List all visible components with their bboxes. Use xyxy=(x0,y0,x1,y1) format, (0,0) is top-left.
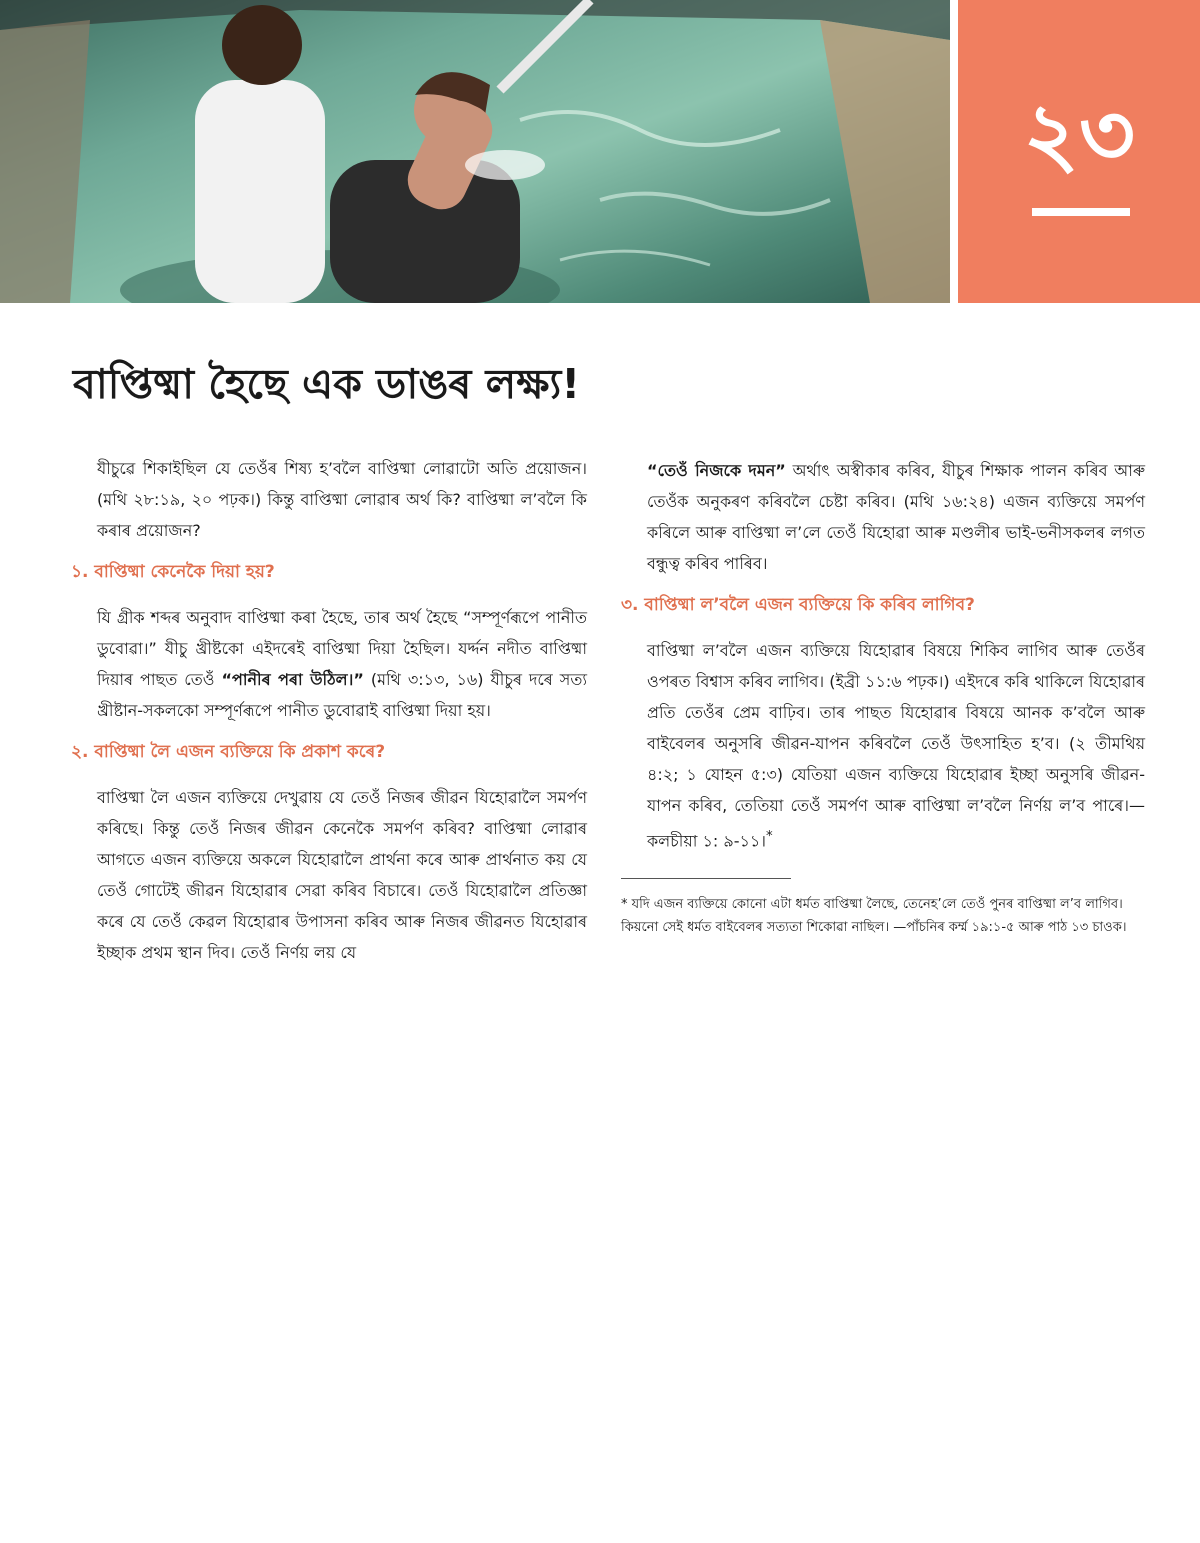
question-2: ২. বাপ্তিষ্মা লৈ এজন ব্যক্তিয়ে কি প্ৰকাশ কৰে? xyxy=(71,742,386,762)
answer-1-bold: “পানীৰ পৰা উঠিল।” xyxy=(221,670,364,689)
chapter-badge xyxy=(958,0,1200,303)
footnote: * যদি এজন ব্যক্তিয়ে কোনো এটা ধৰ্মত বাপ্তিষ্মা লৈছে, তেনেহ’লে তেওঁ পুনৰ বাপ্তিষ্মা ল’ব লাগিব। কিয়নো সেই ধৰ্মত বাইবেলৰ সত্যতা শিকোৱা নাছিল। —পাঁচনিৰ কৰ্ম্ম ১৯:১-৫ আৰু পাঠ ১৩ চাওক। xyxy=(621,897,1127,936)
lesson-title: বাপ্তিষ্মা হৈছে এক ডাঙৰ লক্ষ্য! xyxy=(73,360,581,408)
baptism-illustration xyxy=(0,0,950,303)
answer-1-text-b: (মথি ৩:১৩, ১৬) যীচুৰ দৰে সত্য খ্ৰীষ্টান-সকলকো সম্পূৰ্ণৰূপে পানীত ডুবোৱাই বাপ্তিষ্মা দিয়া হয়। xyxy=(97,670,587,720)
footnote-divider xyxy=(621,878,791,879)
chapter-number: ২৩ xyxy=(1023,85,1135,185)
right-column xyxy=(621,455,1145,939)
footnote-marker[interactable]: * xyxy=(765,829,773,844)
answer-2: বাপ্তিষ্মা লৈ এজন ব্যক্তিয়ে দেখুৱায় যে তেওঁ নিজৰ জীৱন যিহোৱালৈ সমৰ্পণ কৰিছে। কিন্তু তেওঁ নিজৰ জীৱন কেনেকৈ সমৰ্পণ কৰিব? বাপ্তিষ্মা লোৱাৰ আগতে এজন ব্যক্তিয়ে অকলে যিহোৱালৈ প্ৰাৰ্থনা কৰে আৰু প্ৰাৰ্থনাত কয় যে তেওঁ গোটেই জীৱন যিহোৱাৰ সেৱা কৰিব বিচাৰে। তেওঁ যিহোৱালৈ প্ৰতিজ্ঞা কৰে যে তেওঁ কেৱল যিহোৱাৰ উপাসনা কৰিব আৰু নিজৰ জীৱনত যিহোৱাৰ ইচ্ছাক প্ৰথম স্থান দিব। তেওঁ নিৰ্ণয় লয় যে xyxy=(97,788,587,962)
chapter-underline xyxy=(1032,208,1130,216)
answer-3-text: বাপ্তিষ্মা ল’বলৈ এজন ব্যক্তিয়ে যিহোৱাৰ বিষয়ে শিকিব লাগিব আৰু তেওঁৰ ওপৰত বিশ্বাস কৰিব লাগিব। (ইব্ৰী ১১:৬ পঢ়ক।) এইদৰে কৰি থাকিলে যিহোৱাৰ প্ৰতি তেওঁৰ প্ৰেম বাঢ়িব। তাৰ পাছত যিহোৱাৰ বিষয়ে আনক ক’বলৈ আৰু বাইবেলৰ অনুসৰি জীৱন-যাপন কৰিবলৈ তেওঁ উৎসাহিত হ’ব। (২ তীমথিয় ৪:২; ১ যোহন ৫:৩) যেতিয়া এজন ব্যক্তিয়ে যিহোৱাৰ ইচ্ছা অনুসৰি জীৱন-যাপন কৰিব, তেতিয়া তেওঁ সমৰ্পণ আৰু বাপ্তিষ্মা ল’বলৈ নিৰ্ণয় ল’ব পাৰে।—কলচীয়া ১: ৯-১১। xyxy=(647,641,1145,851)
intro-paragraph: যীচুৱে শিকাইছিল যে তেওঁৰ শিষ্য হ’বলৈ বাপ্তিষ্মা লোৱাটো অতি প্ৰয়োজন। (মথি ২৮:১৯, ২০ পঢ়ক।) কিন্তু বাপ্তিষ্মা লোৱাৰ অৰ্থ কি? বাপ্তিষ্মা ল’বলৈ কি কৰাৰ প্ৰয়োজন? xyxy=(97,459,587,540)
answer-2-bold: “তেওঁ নিজকে দমন” xyxy=(647,461,786,480)
baptism-photo xyxy=(0,0,950,303)
answer-1 xyxy=(71,602,587,726)
answer-2-continued xyxy=(621,455,1145,579)
question-3: ৩. বাপ্তিষ্মা ল’বলৈ এজন ব্যক্তিয়ে কি কৰিব লাগিব? xyxy=(621,595,975,615)
answer-3 xyxy=(621,635,1145,856)
question-1: ১. বাপ্তিষ্মা কেনেকৈ দিয়া হয়? xyxy=(71,562,275,582)
answer-2-cont-text: অৰ্থাৎ অস্বীকাৰ কৰিব, যীচুৰ শিক্ষাক পালন কৰিব আৰু তেওঁক অনুকৰণ কৰিবলৈ চেষ্টা কৰিব। (মথি ১৬:২৪) এজন ব্যক্তিয়ে সমৰ্পণ কৰিলে আৰু বাপ্তিষ্মা ল’লে তেওঁ যিহোৱা আৰু মণ্ডলীৰ ভাই-ভনীসকলৰ লগত বন্ধুত্ব কৰিব পাৰিব। xyxy=(647,461,1145,573)
left-column xyxy=(71,453,587,980)
answer-1-text-a: যি গ্ৰীক শব্দৰ অনুবাদ বাপ্তিষ্মা কৰা হৈছে, তাৰ অৰ্থ হৈছে “সম্পূৰ্ণৰূপে পানীত ডুবোৱা।” যীচু খ্ৰীষ্টকো এইদৰেই বাপ্তিষ্মা দিয়া হৈছিল। যৰ্দ্দন নদীত বাপ্তিষ্মা দিয়াৰ পাছত তেওঁ xyxy=(97,608,587,689)
